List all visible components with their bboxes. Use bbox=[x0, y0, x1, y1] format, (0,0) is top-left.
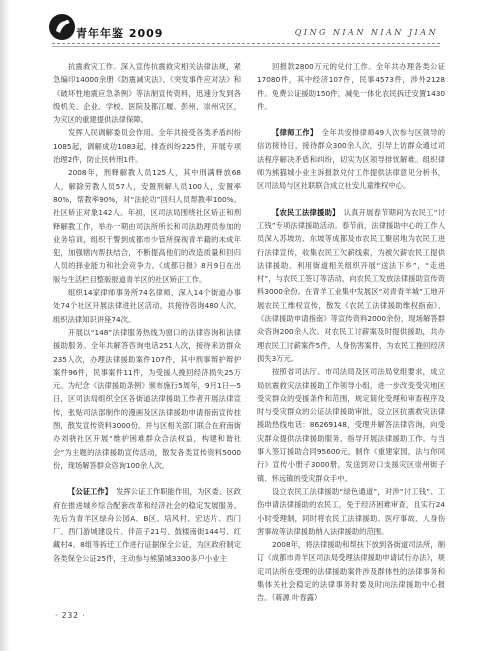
paragraph-text: 回报款2800万元的兑付工作。全年共办理各类公证17080件，其中经济107件，民事4573件，涉外2128件。免费公证援助150件，减免一体化农民拆迁安置1430件。 bbox=[257, 62, 445, 111]
paragraph-text: 2008年，刑释解教人员125人，其中刑满释放68人，解除劳教人员57人，安置刑解人员100人，安置率80%，帮教率90%，对“法轮功”回归人员帮教率100%。社区矫正对象142人。年初，区司法局围绕社区矫正和刑释解教工作，举办一期由司法所所长和司法助理员参加的业务培训，组织干警到成都市少管所探视青羊籍的未成年犯，加强辖内帮扶结合，不断提高他们的改造质量和回归人员的择业能力和社会竞争力。《成都日报》8月9日在出版与生活栏目整版报道青羊区的社区矫正工作。 bbox=[53, 168, 241, 284]
paragraph-text: 发挥公证工作职能作用，为区委、区政府在推进城乡综合配套改革和经济社会的稳定发展服务。先后为青羊区绿舟公园A、B区、培风村、宏达片、西门厂、西门游城建设片、伴苗子21号、鼓楼南街144号、红藏村4、8组等拆迁工作进行证据保全公证，为区政府制定各类保全公证25件，主动参与熊猫城3300多户小业主 bbox=[53, 487, 242, 563]
header-rule bbox=[52, 43, 440, 44]
yearbook-logo-icon bbox=[46, 11, 78, 43]
body-paragraph bbox=[257, 60, 445, 113]
running-header bbox=[52, 17, 440, 47]
paragraph-text: 抗震救灾工作。深入宣传抗震救灾相关法律法规，紧急编印14000余册《防震减灾法》、《突发事件应对法》和《破坏性地震应急条例》等法制宣传资料，迅速分发到各级机关、企业、学校、医院及都江堰、彭州、崇州灾区，为灾区的重建提供法律保障。 bbox=[53, 62, 241, 125]
section-paragraph bbox=[257, 206, 445, 366]
yearbook-title: 青年年鉴 2009 bbox=[76, 27, 164, 40]
page-fold-shadow bbox=[0, 0, 10, 651]
paragraph-text: 2008年，将法律援助和帮扶下放到各街道司法所，制订《成都市青羊区司法局受理法律援助申请试行办法》，规定司法所在受理的法律援助案件涉及群体性的法律事务和集体关社会稳定的法律事务时要及时向法律援助中心报告。（蒋源 叶春露） bbox=[257, 540, 445, 603]
section-gap bbox=[257, 113, 445, 126]
section-paragraph bbox=[257, 126, 445, 192]
body-paragraph bbox=[53, 126, 241, 166]
right-column bbox=[257, 60, 445, 605]
body-paragraph bbox=[53, 286, 241, 326]
header-rule-solid bbox=[52, 46, 440, 47]
paragraph-text: 设立农民工法律援助“绿色通道”，对涉“讨工钱”、工伤申请法律援助的农民工，免于经济困难审查，且实行24小时受理制，同时将农民工法律援助、医疗事故、人身伤害事故等法律援助纳入法律援助的范围。 bbox=[257, 486, 445, 536]
body-paragraph bbox=[53, 326, 241, 472]
section-gap bbox=[257, 193, 445, 206]
paragraph-text: 认真开展春节期间为农民工“讨工钱”专项法律援助活动。春节前，法律援助中心的工作人员深入苏坡坊、东坡等成都及市农民工聚居地为农民工进行法律宣传，收集农民工欠薪线索，为被欠薪农民工提供法律援助。利用街道相关组织开展“送法下乡”，“走进村”，与农民工签订等活动，向农民工发放法律援助宣传资料3000余份。在青羊工业集中发展区“对青青羊城”工地开展农民工维权宣传，散发《农民工法律援助维权指南》、《法律援助申请指南》等宣传资料2000余份，现场解答群众咨询200余人次。对农民工讨薪案及时提供援助，共办理农民工讨薪案件5件，人身伤害案件，为农民工挽回经济损失3万元。 bbox=[257, 207, 446, 363]
section-heading: 【公证工作】 bbox=[68, 487, 113, 497]
left-column bbox=[53, 60, 241, 565]
body-paragraph bbox=[257, 538, 445, 604]
body-paragraph bbox=[53, 166, 241, 286]
paragraph-text: 按照省司法厅、市司法局及区司法局党组要求，成立局抗震救灾法律援助工作领导小组，进一步改变受灾地区受灾群众的受援条件和范围，规定简化受理和审查程序及时与受灾群众的公证法律援助审批，设立区抗震救灾法律援助热线电话：86269148，受理并解答法律咨询，向受灾群众提供法律援助服务，指导开展法律援助工作。与当事人签订援助合同95600元，制作《重建家园，法与你同行》宣传小册子3000册，发送到对口支援灾区崇州街子镇、怀远镇的受灾群众手中。 bbox=[257, 367, 445, 483]
paragraph-text: 开展以“148”法律服务热线为窗口的法律咨询和法律援助服务。全年共解答咨询电话251人次，接待来访群众235人次，办理法律援助案件107件，其中刑事辩护辩护案件96件，民事案件11件，为受援人挽回经济损失25万元。为纪念《法律援助条例》颁布施行5周年，9月1日—5日，区司法局组织全区各街道法律援助工作者开展法律宣传，张贴司法部制作的漫画及区法律援助申请指南宣传挂图，散发宣传资料3000份。并与区相关部门联合在府南街办刘骁社区开展“维护困难群众合法权益，构建和谐社会”为主题的法律援助宣传活动，散发各类宣传资料5000份，现场解答群众咨询100余人次。 bbox=[53, 327, 241, 470]
paragraph-text: 全年共安排律师49人次参与区领导的信访接待日，接待群众300余人次，引导上访群众通过司法程序解决矛盾和纠纷，切实为区领导排忧解难。组织律师为熊猫城小业主诉报款兑付工作提供法律意见分析书，区司法局与区社联联合成立社安儿童维权中心。 bbox=[257, 128, 445, 191]
paragraph-text: 组织14家律师事务所74名律师，深入14个街道办事处74个社区开展法律进社区活动，共接待咨询480人次，组织法律知识讲座74次。 bbox=[53, 288, 241, 324]
section-paragraph bbox=[53, 485, 241, 565]
section-heading: 【农民工法律援助】 bbox=[272, 207, 340, 217]
section-gap bbox=[53, 472, 241, 485]
section-heading: 【律师工作】 bbox=[272, 128, 318, 138]
body-paragraph bbox=[257, 365, 445, 485]
yearbook-latin-title: QING NIAN NIAN JIAN bbox=[294, 28, 438, 37]
body-paragraph bbox=[53, 60, 241, 126]
page-number: · 232 · bbox=[55, 611, 86, 620]
body-paragraph bbox=[257, 485, 445, 538]
paragraph-text: 发挥人民调解委员会作用。全年共接受各类矛盾纠纷1085起，调解成功1083起，排查纠纷225件，开展专项治理2件，防止民转刑1件。 bbox=[53, 128, 241, 165]
